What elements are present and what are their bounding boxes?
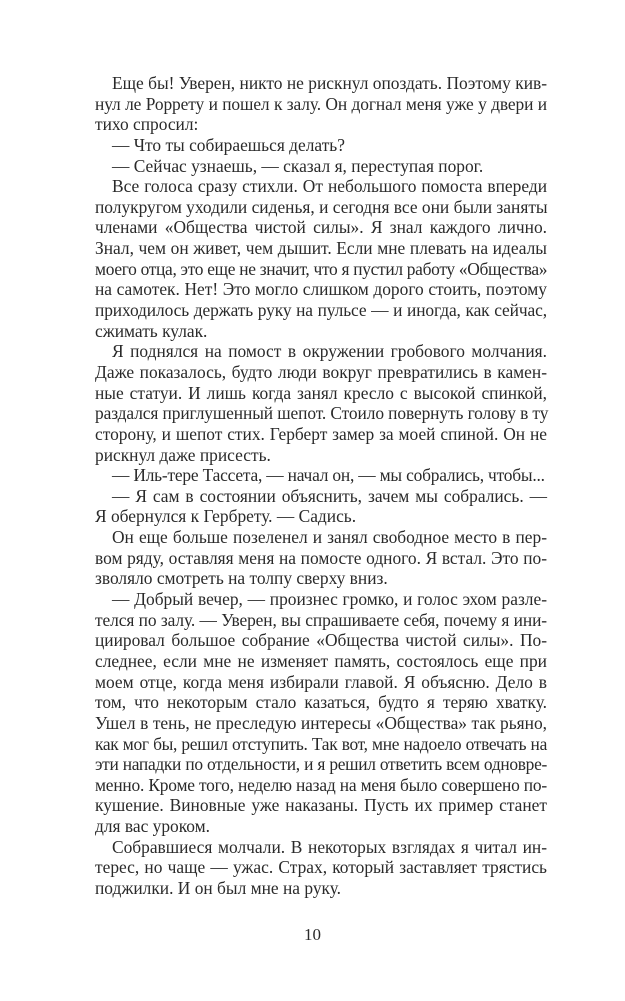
text-line: рискнул даже присесть. [95, 444, 271, 465]
text-line: кушение. Виновные уже наказаны. Пусть их пример станет [95, 795, 547, 816]
text-line: зволяло смотреть на толпу сверху вниз. [95, 568, 388, 589]
text-line: моего отца, это еще не значит, что я пустил работу «Общества» [95, 258, 548, 279]
text-line: нул ле Роррету и пошел к залу. Он догнал меня уже у двери и [95, 93, 547, 114]
text-line: том, что некоторым стало казаться, будто я теряю хватку. [95, 692, 547, 713]
text-line: — Сейчас узнаешь, — сказал я, переступая порог. [112, 155, 484, 176]
text-line: Я поднялся на помост в окружении гробового молчания. [112, 341, 547, 362]
text-line: тихо спросил: [95, 114, 199, 135]
text-line: следнее, если мне не изменяет память, состоялось еще при [95, 650, 547, 671]
text-line: вом ряду, оставляя меня на помосте одного. Я встал. Это по- [95, 547, 547, 568]
text-line: менно. Кроме того, неделю назад на меня было совершено по- [95, 774, 547, 795]
text-line: как мог бы, решил отступить. Так вот, мне надоело отвечать на [95, 733, 547, 754]
text-line: Ушел в тень, не преследую интересы «Общества» так рьяно, [95, 712, 547, 733]
text-line: Даже показалось, будто люди вокруг превратились в камен- [95, 361, 547, 382]
text-line: сторону, и шепот стих. Герберт замер за моей спиной. Он не [95, 423, 547, 444]
text-line: — Я сам в состоянии объяснить, зачем мы собрались. — [112, 485, 547, 506]
text-line: Я обернулся к Гербрету. — Садись. [95, 506, 357, 527]
text-line: циировал большое собрание «Общества чистой силы». По- [95, 630, 547, 651]
text-line: раздался приглушенный шепот. Стоило повернуть голову в ту [95, 403, 549, 424]
text-line: — Иль-тере Тассета, — начал он, — мы собрались, чтобы... [112, 465, 545, 486]
text-line: эти нападки по отдельности, и я решил ответить всем одновре- [95, 754, 547, 775]
text-line: для вас уроком. [95, 816, 211, 837]
text-line: поджилки. И он был мне на руку. [95, 877, 342, 898]
text-line: моем отце, когда меня избирали главой. Я объясню. Дело в [95, 671, 547, 692]
text-line: приходилось держать руку на пульсе — и иногда, как сейчас, [95, 300, 547, 321]
text-line: членами «Общества чистой силы». Я знал каждого лично. [95, 217, 547, 238]
text-line: Еще бы! Уверен, никто не рискнул опоздать. Поэтому кив- [112, 73, 547, 93]
text-line: телся по залу. — Уверен, вы спрашиваете себя, почему я ини- [95, 609, 547, 630]
text-line: сжимать кулак. [95, 320, 208, 341]
text-line: на самотек. Нет! Это могло слишком дорого стоить, поэтому [95, 279, 547, 300]
text-line: — Добрый вечер, — произнес громко, и голос эхом разле- [112, 589, 547, 610]
body-text [95, 73, 547, 899]
text-line: — Что ты собираешься делать? [112, 134, 345, 155]
text-line: полукругом уходили сиденья, и сегодня все они были заняты [95, 196, 548, 217]
page-number: 10 [304, 925, 321, 944]
text-line: терес, но чаще — ужас. Страх, который заставляет трястись [95, 857, 547, 878]
text-line: Знал, чем он живет, чем дышит. Если мне плевать на идеалы [95, 238, 547, 259]
text-line: Собравшиеся молчали. В некоторых взглядах я читал ин- [112, 836, 547, 857]
text-line: Все голоса сразу стихли. От небольшого помоста впереди [112, 176, 547, 197]
text-line: ные статуи. И лишь когда занял кресло с высокой спинкой, [95, 382, 547, 403]
text-line: Он еще больше позеленел и занял свободное место в пер- [112, 527, 547, 548]
